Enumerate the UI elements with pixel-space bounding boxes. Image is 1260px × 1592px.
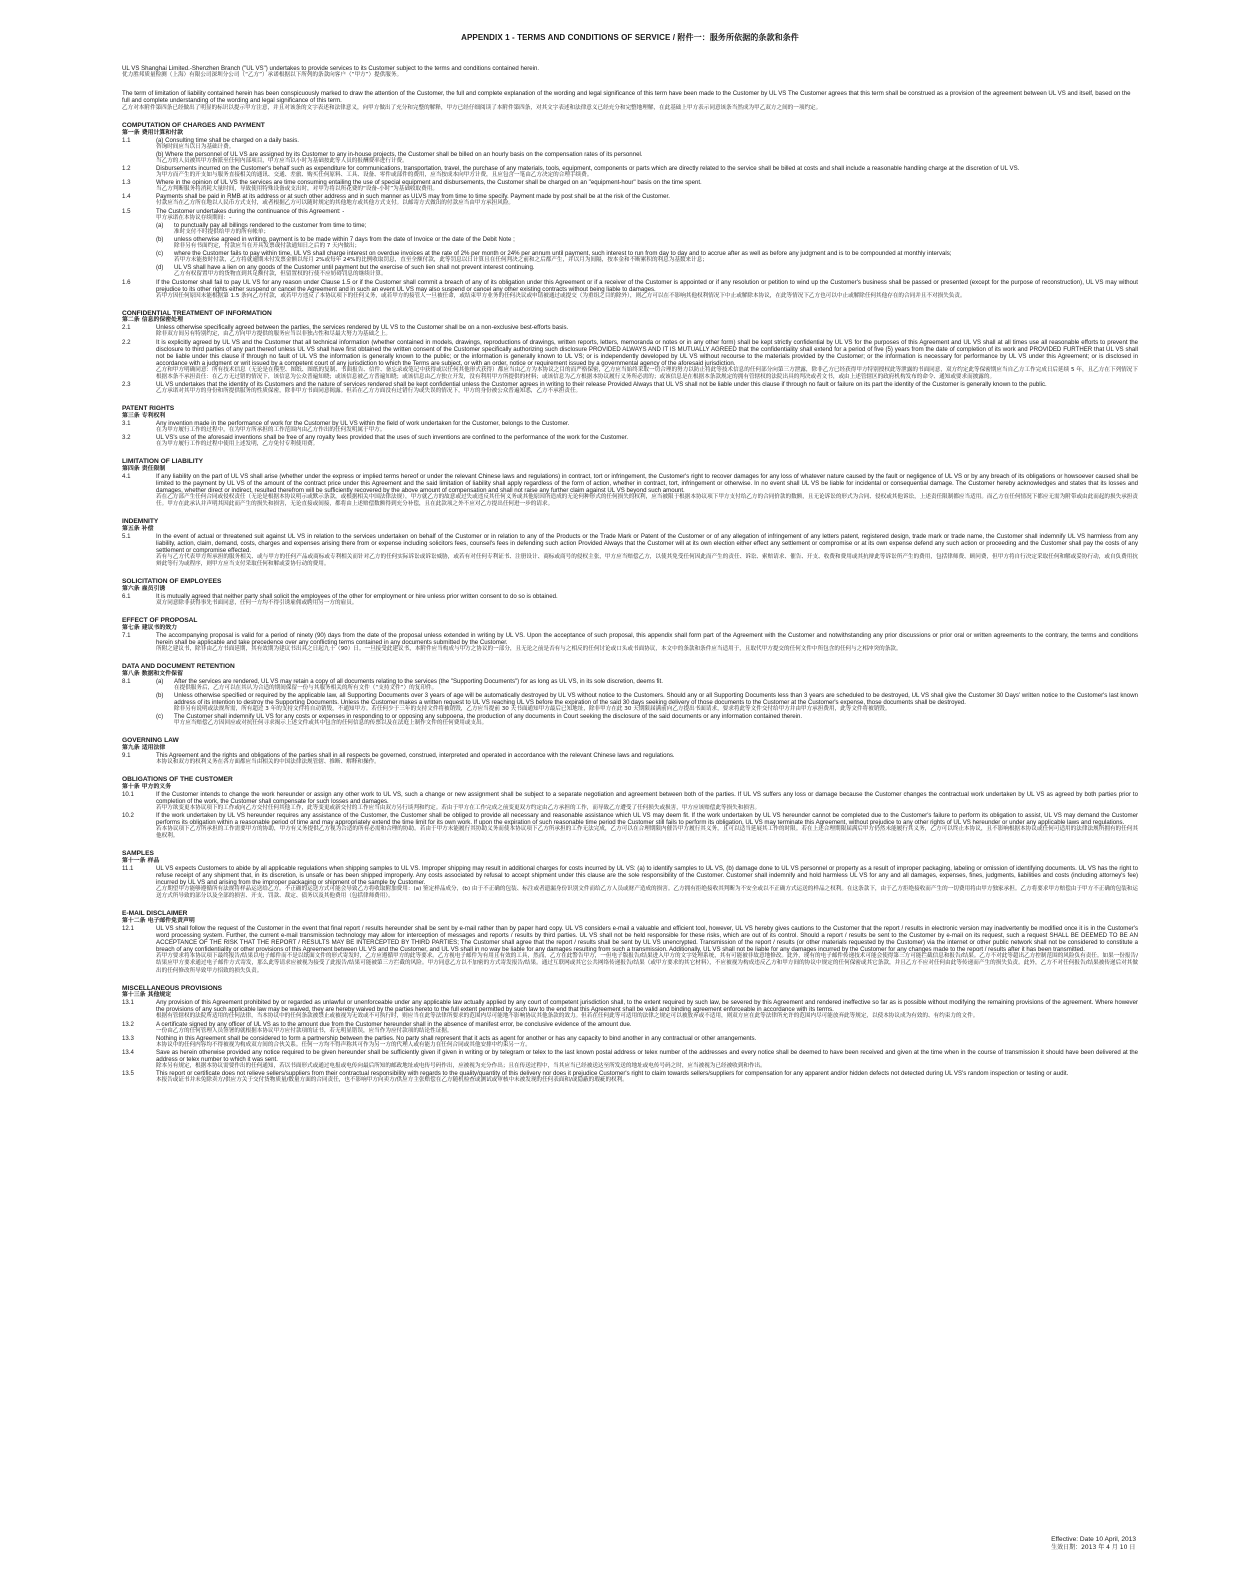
clause-text-en: UL VS's use of the aforesaid inventions shall be free of any royalty fees provided that the uses of such inventions are confined to the performance of the work for the Customer.	[156, 434, 629, 442]
document-title: APPENDIX 1 - TERMS AND CONDITIONS OF SERVICE / 附件一：服务所依据的条款和条件	[461, 33, 799, 42]
clause-number: 11.1	[122, 864, 134, 872]
clause-text-cn: 若在乙方部产生任何合同或侵权责任（无论是根据本协议明示或默示条款，或根据相关中国法律法规），甲方就乙方的故意或过失或违反其任何义务或其他原因所造成的无论何种形式的任何损失的权利，应当被限于根据本协议项下甲方支付给乙方的合同价款的数额，且无论诉讼的形式为合同、侵权或其他诉讼，上述责任限制都应当适用。而乙方在任何情况下都应无需为附带或由此而起的损失承担责任。甲方在此承认并声明其因此而产生的损失和损害，无论直接或间接，都将由上述赔偿数额得到充分补偿，且在此款项之外不应对乙方提出任何进一步的请求。	[156, 494, 1138, 508]
section-heading-cn: 第九条 适用法律	[122, 744, 166, 751]
clause-number: 1.6	[122, 278, 131, 286]
clause-number: 13.4	[122, 1048, 134, 1056]
clause	[122, 1049, 1138, 1070]
clause-text-en: Disbursements incurred on the Customer's behalf such as expenditure for communications, transportation, travel, the purchase of any materials, tools, equipment, components or parts which are directly related to the service shall be billed at costs and shall include a reasonable handling charge at the discretion of UL VS.	[156, 165, 1020, 172]
clause-text-cn: 若有与乙方代表甲方所承担的服务相关、或与甲方的任何产品或商标或专利相关而针对乙方的任何实际诉讼或诉讼威胁，或若有对任何专利证书、注册设计、商标或商号的侵权主张，甲方应当赔偿乙方，以使其免受任何因此而产生的责任、诉讼、索赔请求、催告、开支、收费和费用或其抗辩此等诉讼所产生的费用，包括律师费、顾问费，但甲方将自行决定采取任何和解或妥协行动，或自负费用抗辩此等行为或程序，则甲方应当支付采取任何和解或妥协行动的费用。	[156, 554, 1138, 568]
clause	[122, 533, 1138, 568]
sub-clause-body	[174, 264, 1138, 278]
section-heading: MISCELLANEOUS PROVISIONS	[122, 984, 223, 992]
clause-text-cn: 在为甲方履行工作的过程中，在为甲方所承担的工作范围内由乙方作出的任何发明属于甲方。	[156, 427, 386, 433]
clause-body	[156, 208, 1138, 279]
section-heading-cn: 第二条 信息的保密处理	[122, 317, 183, 324]
clause-number: 12.1	[122, 925, 134, 932]
clause-text-cn: 为甲方而产生的开支如与服务直接相关的通讯、交通、差旅、购买任何原料、工具、设备、零件或部件的费用，应当按成本向甲方计费，且应包含一笔由乙方决定的合理手续费。	[156, 172, 593, 179]
sub-clause-label: (c)	[156, 250, 164, 258]
clause-number: 13.2	[122, 1020, 134, 1028]
clause-text-cn: 若本协议项下乙方所承担的工作需要甲方的协助，甲方有义务提供乙方视为合适的所有必需和合理的协助。若由于甲方未能履行其协助义务而使本协议项下乙方所承担的工作无法完成，乙方可以在合理期限内催告甲方履行其义务，且可以适当延展其工作的时限。若在上述合理期限届满后甲方仍然未能履行其义务，乙方可以终止本协议，且不影响根据本协议或任何可适用的法律法规所拥有的任何其他权利。	[156, 826, 1138, 840]
clause-text-en: If the Customer shall fail to pay UL VS for any reason under Clause 1.5 or if the Customer shall commit a breach of any of its obligation under this Agreement or if a receiver of the Customer is appointed or if any resolution or petition to wind up the Customer's business shall be passed or presented (except for the purpose of reconstruction), UL VS may without prejudice to its other rights either suspend or cancel the Agreement and in such an event UL VS may also suspend or cancel any other existing contracts without being liable to damages.	[156, 278, 1138, 293]
intro	[122, 65, 1138, 112]
section-heading-cn: 第三条 专利权利	[122, 412, 166, 419]
clause-text-cn: 乙方和甲方明确同意：所有技术信息（无论是在模型、图纸、图纸的复制、书面报告、信件、备忘录或笔记中获得或以任何其他形式获得）都应当由乙方为本协议之目的而严格保密，乙方应当始终采取一切合理的努力以防止将此等技术信息的任何部分向第三方泄露，除非乙方已经获得甲方特别授权此等泄露的书面同意，双方约定此等保密期应当自乙方工作完成日后延续 5 年，且乙方在下列情况下根据本条不承担责任：在乙方无过错的情况下，该信息为公众普遍知晓；或该信息被乙方普遍知晓；或该信息由乙方独立开发，没有利用甲方所提供的材料；或该信息为乙方根据本协议履行义务所必需的；或该信息是在根据本条款规定的拥有管辖权的法院出具的判决或者文书，或由上述管辖区的政府机构发布的命令、通知或要求而披露的。	[156, 366, 1138, 381]
section-heading: DATA AND DOCUMENT RETENTION	[122, 663, 235, 671]
section-heading-cn: 第十三条 其他规定	[122, 992, 172, 999]
clause-body	[156, 473, 1138, 508]
clause-number: 2.2	[122, 338, 131, 346]
sub-clause-text-cn: 准时支付不时提供给甲方的所有帐单；	[174, 228, 270, 235]
clause	[122, 434, 1138, 448]
section	[122, 578, 1138, 607]
sub-clause-text-en: (a) Consulting time shall be charged on a daily basis.	[156, 136, 299, 144]
section-heading-cn: 第七条 建议书的效力	[122, 624, 178, 631]
clause-number: 1.5	[122, 207, 131, 215]
clause	[122, 339, 1138, 382]
clause-text-cn: 本协议中的任何内容均不得被视为构成双方间的合伙关系。任何一方均不得声称其可作为另一方的代理人或有能力在任何合同或其他安排中约束另一方。	[156, 1041, 531, 1048]
sub-clause	[156, 692, 1138, 713]
clause-text-cn: 乙方期望甲方能够遵循所有法规将样品运送给乙方。不正确的运送方式可能会导致乙方将收取附加费用：(a) 鉴定样品成分，(b) 由于不正确的包装、标注或者遗漏身份识别文件而给乙方人员或财产造成的损害。乙方拥有拒绝接收其判断为不安全或以不正确方式运送的样品之权利。在这条款下，由于乙方拒绝接收而产生的一切费用将由甲方独家承担。乙方将要求甲方赔偿由于甲方不正确的包装和运送方式所导致的部分以及全部的损害、开支、罚款、裁定、债务以及其他费用（包括律师费用）。	[156, 886, 1138, 900]
clause-text-en: A certificate signed by any officer of UL VS as to the amount due from the Customer hereunder shall in the absence of manifest error, be conclusive evidence of the amount due.	[156, 1020, 632, 1028]
section	[122, 310, 1138, 396]
clause	[122, 473, 1138, 508]
sub-clause-text-cn: 除非另有说明或法规所需，所有超过 3 年的支持文件将自动销毁，不通知甲方。若任何少于三年的支持文件将被销毁，乙方应当提前 30 天书面通知甲方最后已知地址，除非甲方在此 30 天期限届满前向乙方提出书面请求，要求将此等文件交付给甲方并由甲方承担费用，此等文件将被销毁。	[174, 706, 891, 713]
section	[122, 122, 1138, 300]
sub-clause-text-cn: 除非另有书面约定，付款应当在开具发票或付款通知日之后的 7 天内做出；	[174, 243, 361, 250]
section	[122, 910, 1138, 974]
clause-number: 1.4	[122, 193, 131, 201]
clause-text-en: It is explicitly agreed by UL VS and the Customer that all technical information (whether contained in models, drawings, reproductions of drawings, written reports, letters, memoranda or notes or in any other form) shall be kept strictly confidential by UL VS for the purposes of this Agreement and UL VS shall at all times use all reasonable efforts to prevent the disclosure to third parties of any part thereof unless UL VS shall have first obtained the written consent of the Customer specifically authorizing such disclosure PROVIDED ALWAYS AND IT IS MUTUALLY AGREED that the confidentiality shall extend for a period of five (5) years from the date of completion of its work and PROVIDED FURTHER that UL VS shall not be liable under this clause if through no fault of UL VS the information is generally known to the public; or the information is generally known to UL VS; or is independently developed by UL VS without recourse to the materials provided by the Customer; or the information is necessary for performance by UL VS under this Agreement; or is disclosed in accordance with a judgment or writ issued by a competent court of any jurisdiction to which the Terms are subject, or with an order, notice or requirement issued by a governmental agency of the aforesaid jurisdiction.	[156, 338, 1138, 367]
section	[122, 405, 1138, 448]
clause-text-cn: 双方同意除非获得事先书面同意，任何一方均不得引诱雇佣或聘用另一方的雇员。	[156, 600, 358, 607]
clause	[122, 632, 1138, 653]
section-heading-cn: 第十一条 样品	[122, 857, 160, 864]
sections-container	[122, 122, 1138, 1084]
clause	[122, 812, 1138, 840]
clause-text-en: Any invention made in the performance of work for the Customer by UL VS within the field of work undertaken for the Customer, belongs to the Customer.	[156, 419, 570, 427]
intro-paragraph-cn: 优力胜邦质量检测（上海）有限公司深圳分公司（“乙方”）承诺根据以下所列的条款向客户（“甲方”）提供服务。	[122, 72, 403, 79]
clause-number: 4.1	[122, 472, 131, 480]
clause	[122, 999, 1138, 1020]
section-heading-cn: 第十二条 电子邮件免责声明	[122, 918, 195, 924]
clause-number: 2.1	[122, 324, 131, 332]
section-heading: E-MAIL DISCLAIMER	[122, 910, 188, 918]
clause-text-cn: 若甲方要求将本协议项下最终报告/结果以电子邮件而不是以纸面文件的形式寄发时，乙方应遵循甲方的此等要求。乙方视电子邮件为有用且有效的工具，然而，乙方在此警告甲方，一但电子版报告/结果进入甲方的文字处理系统，其有可能被非故意地修改。此外，现有的电子邮件传递技术可能会使得第三方可能拦截信息和报告/结果。乙方不对此等超出乙方控制范围的风险负有责任。如果一份报告/结果应甲方要求通过电子邮件方式寄发，那么此等请求应被视为接受了此报告/结果可能被第三方拦截的风险。甲方同意乙方以不加密的方式寄发报告/结果。通过互联网或其它公共网络传递报告/结果（或甲方要求的其它材料），不应被视为构成违反乙方和甲方间的协议中规定的任何保密或其它条款，并且乙方不应对任何由此等传递而产生的损失负责。此外，乙方不对任何报告/结果被传递后对其做出的任何修改所导致甲方招致的损失负责。	[156, 953, 1138, 974]
section-heading: SAMPLES	[122, 850, 154, 858]
section	[122, 737, 1138, 766]
sub-clause-body	[174, 692, 1138, 713]
sub-clause-label: (c)	[156, 713, 164, 721]
clause-text-en: In the event of actual or threatened suit against UL VS in relation to the services undertaken on behalf of the Customer or in relation to any of the Products or the Trade Mark or Patent of the Customer or of any allegation of infringement of any letters patent, registered design, trade mark or trade name, the Customer shall indemnify UL VS harmless from any liability, action, claim, demand, costs, charges and expenses arising there from or expense including solicitors fees, counsel's fees in defending such action Provided Always that the Customer will at its own election either effect any settlement or compromise or at its own expense defend any such action or proceeding and the Customer shall pay the costs of any settlement or compromise effected.	[156, 532, 1138, 555]
clause-number: 7.1	[122, 631, 131, 639]
clause-body	[156, 533, 1138, 568]
effective-date-en: Effective: Date 10 April, 2013	[1051, 1536, 1136, 1543]
clause	[122, 1035, 1138, 1049]
clause-text-cn: 一份由乙方的任何管理人员签署的就根据本协议甲方应付款项的证书，若无明显错误，应当作为应付款项的结论性证据。	[156, 1027, 453, 1034]
sub-clause-text-en: to punctually pay all billings rendered to the customer from time to time;	[174, 221, 367, 229]
section-heading: GOVERNING LAW	[122, 737, 179, 745]
section	[122, 617, 1138, 653]
clause-body	[156, 632, 1138, 653]
clause	[122, 165, 1138, 179]
clause-body	[156, 593, 1138, 607]
clause-text-en: It is mutually agreed that neither party shall solicit the employees of the other for employment or hire unless prior written consent to do so is obtained.	[156, 593, 558, 600]
clause	[122, 179, 1138, 193]
clause-text-en: UL VS shall follow the request of the Customer in the event that final report / results hereunder shall be sent by e-mail rather than by paper hard copy. UL VS considers e-mail a valuable and efficient tool, however, UL VS hereby gives cautions to the Customer that the report / results in electronic version may inadvertently be modified once it is in the Customer's word processing system. Further, the current e-mail transmission technology may allow for interception of messages and reports / results by third parties. UL VS shall not be held responsible for these risks, which are out of its control. Should a report / results be sent to the Customer by e-mail on its request, such a request SHALL BE DEEMED TO BE AN ACCEPTANCE OF THE RISK THAT THE REPORT / RESULTS MAY BE INTERCEPTED BY THIRD PARTIES; The Customer shall agree that the report / results shall be sent by UL VS unencrypted. Transmission of the report / results (or other materials requested by the Customer) via the internet or other public network shall not be considered to constitute a breach of any confidentiality or other provisions of this Agreement between UL VS and the Customer, and UL VS shall in no way be liable for any damages resulting from such a transmission. Additionally, UL VS shall not be liable for any damages incurred by the Customer for any changes made to the report / results after it has been transmitted.	[156, 925, 1138, 954]
clause-body	[156, 165, 1138, 179]
clause	[122, 865, 1138, 900]
clause-number: 13.5	[122, 1070, 134, 1078]
clause	[122, 678, 1138, 728]
clause-text-cn: 根据有管辖权的法院所适用的任何法律，当本协议中的任何条款被禁止或被视为无效或不可执行时，则应当在此等法律所要求的范围内尽可能地不影响协议其他条款的效力。但若在任何此等可适用的法律之规定可以被放弃或不适用，则双方应在此等法律所允许的范围内尽可能放弃此等规定，以使本协议成为有效的、有约束力的文件。	[156, 1013, 979, 1020]
section	[122, 663, 1138, 727]
clause-body	[156, 179, 1138, 193]
sub-clause-label: (a)	[156, 677, 164, 685]
clause-text-en: Nothing in this Agreement shall be considered to form a partnership between the parties. No party shall represent that it acts as agent for another or has any capacity to bind another in any contractual or other arrangements.	[156, 1034, 757, 1042]
section-heading: EFFECT OF PROPOSAL	[122, 617, 198, 625]
clause-text-cn: 除非双方间另有特别约定，由乙方向甲方提供的服务应当以非独占性和尽最大努力为基础之上。	[156, 331, 391, 338]
clause-text-en: If the Customer intends to change the work hereunder or assign any other work to UL VS, such a change or new assignment shall be subject to a separate negotiation and agreement between both of the parties. If UL VS suffers any loss or damage because the Customer changes the contractual work undertaken by UL VS as agreed by both parties prior to completion of the work, the Customer shall compensate for such losses and damages.	[156, 790, 1138, 805]
section	[122, 458, 1138, 508]
clause-text-cn: 本协议和双方的权利义务在各方面都应当由相关的中国法律法规管辖、推断、解释和操作。	[156, 759, 380, 765]
clause-body	[156, 1070, 1138, 1084]
clause-text-cn: 若甲方欲变更本协议项下的工作或向乙方交付任何其他工作，此等变更或新交付的工作应当由双方另行谈判和约定。若由于甲方在工作完成之前变更双方约定由乙方承担的工作，而导致乙方遭受了任何损失或损害，甲方应该赔偿此等损失和损害。	[156, 804, 761, 811]
sub-clause-text-cn: 当乙方的人员被其甲方指派至任何内部项目，甲方应当以小时为基础按此等人员的报酬费率进行计费。	[156, 157, 408, 164]
clause-number: 1.2	[122, 165, 131, 172]
clause-text-en: Where in the opinion of UL VS the services are time consuming entailing the use of special equipment and disbursements, the Customer shall be charged on an "equipment-hour" basis on the time spent.	[156, 179, 702, 187]
clause-text-en: Unless otherwise specifically agreed between the parties, the services rendered by UL VS to the Customer shall be on a non-exclusive best-efforts basis.	[156, 324, 569, 332]
sub-clause-label: (b)	[156, 235, 164, 243]
sub-clause-text-en: (b) Where the personnel of UL VS are assigned by its Customer to any in-house projects, the Customer shall be billed on an hourly basis on the compensation rates of its personnel.	[156, 150, 643, 158]
sub-clause-text-en: where the Customer fails to pay within time, UL VS shall charge interest on overdue invoices at the rate of 2% per month or 24% per annum until payment, such interest to run from day to day and to accrue after as well as before any judgment and is to be compounded at monthly intervals;	[174, 250, 952, 258]
section-heading-cn: 第四条 责任限制	[122, 465, 166, 472]
clause	[122, 593, 1138, 607]
clause-text-cn: 本报告或证书并未免除卖方/供应方关于交付货物质量/数量方面的合同责任，也不影响甲方向卖方/供应方主张赔偿在乙方随机检查或测试或审核中未被发现的任何表面和/或隐蔽的瑕疵的权利。	[156, 1077, 628, 1084]
clause-number: 3.2	[122, 434, 131, 442]
clause	[122, 381, 1138, 395]
sub-clause-body	[174, 678, 1138, 692]
section-heading-cn: 第六条 雇员引诱	[122, 586, 166, 592]
sub-clause-body	[174, 236, 1138, 250]
sub-clause-text-en: Unless otherwise specified or required by the applicable law, all Supporting Documents over 3 years of age will be automatically destroyed by UL VS without notice to the Customers. Should any or all Supporting Documents less than 3 years are scheduled to be destroyed, UL VS shall give the Customer 30 Days' written notice to the Customer's last known address of its intention to destroy the Supporting Documents. Unless the Customer makes a written request to UL VS reaching UL VS before the expiration of the said 30 days seeking delivery of those documents to the Customer at the Customer's expense, those documents shall be destroyed.	[174, 691, 1138, 706]
clause-body	[156, 193, 1138, 207]
clause-number: 6.1	[122, 593, 131, 600]
clause-body	[156, 434, 1138, 448]
sub-clause-text-cn: 在提供服务后，乙方可以在其认为合适的期间保留一份与其服务相关的所有文件（“支持文件”）的复印件。	[174, 684, 438, 691]
clause-number: 13.3	[122, 1034, 134, 1042]
clause-number: 10.1	[122, 790, 134, 798]
clause	[122, 193, 1138, 207]
clause-body	[156, 791, 1138, 812]
clause-text-cn: 在为甲方履行工作的过程中使用上述发明，乙方免付专利使用费。	[156, 441, 319, 448]
clause-body	[156, 339, 1138, 382]
clause-body	[156, 752, 1138, 766]
clause-text-en: Payments shall be paid in RMB at its address or at such other address and in such manner as ULVS may from time to time specify. Payment made by post shall be at the risk of the Customer.	[156, 193, 670, 201]
section	[122, 850, 1138, 900]
clause-text-cn: 甲方承诺在本协议存续期间：–	[156, 214, 232, 221]
sub-clause	[156, 713, 1138, 727]
sub-clause-label: (a)	[156, 221, 164, 229]
clause-text-en: Save as herein otherwise provided any notice required to be given hereunder shall be sufficiently given if given in writing or by telegram or telex to the last known postal address or telex number of the addresses and every notice shall be deemed to have been received and given at the time when in the course of transmission it should have been delivered at the address or telex number to which it was sent.	[156, 1048, 1138, 1063]
clause	[122, 208, 1138, 279]
section	[122, 518, 1138, 568]
clause-number: 5.1	[122, 532, 131, 540]
sub-clause-text-cn: 若甲方未能按时付款，乙方将就逾期未付发票金额以每月 2%或每年 24%的比例收取罚息，直至全额付款，此等罚息以日计算且在任何判决之前和之后都产生，并以月为间隔，按本金和不断累积的利息为基数来计息；	[174, 257, 708, 264]
clause-body	[156, 420, 1138, 434]
section-heading-cn: 第五条 补偿	[122, 525, 154, 532]
clause-body	[156, 865, 1138, 900]
section-heading-cn: 第一条 费用计算和付款	[122, 129, 183, 136]
clause-body	[156, 324, 1138, 338]
clause-body	[156, 137, 1138, 165]
clause-body	[156, 1049, 1138, 1070]
sub-clause-text-en: UL VS shall have a lien on any goods of the Customer until payment but the exercise of such lien shall not prevent interest continuing.	[174, 264, 535, 272]
clause-body	[156, 925, 1138, 975]
clause-number: 1.3	[122, 179, 131, 187]
section-heading: CONFIDENTIAL TREATMENT OF INFORMATION	[122, 309, 272, 317]
clause-number: 13.1	[122, 999, 134, 1007]
sub-clause	[156, 222, 1138, 236]
clause-text-en: UL VS undertakes that the identity of its Customers and the nature of services rendered shall be kept confidential unless the Customer agrees in writing to their release Provided Always that UL VS shall not be liable under this clause if through no fault or failure on its part the identity of the Customer is generally known to the public.	[156, 381, 1047, 389]
clause	[122, 1070, 1138, 1084]
section	[122, 776, 1138, 840]
clause-number: 3.1	[122, 419, 131, 427]
clause	[122, 1021, 1138, 1035]
clause	[122, 752, 1138, 766]
sub-clause-label: (b)	[156, 691, 164, 699]
sub-clause-text-en: After the services are rendered, UL VS may retain a copy of all documents relating to the services (the "Supporting Documents") for as long as UL VS, in its sole discretion, deems fit.	[174, 677, 663, 685]
section-heading: OBLIGATIONS OF THE CUSTOMER	[122, 776, 233, 784]
sub-clause-label: (d)	[156, 264, 164, 272]
sub-clause	[156, 236, 1138, 250]
section-heading-cn: 第十条 甲方的义务	[122, 783, 172, 790]
liability-notice-cn: 乙方对本附件第四条已经做出了明显的标识以提示甲方注意，并且对该条的文字表述和法律意义，向甲方做出了充分和完整的解释，甲方已经仔细阅读了本附件第四条，对其文字表述和法律意义已经充分和完整地理解，在此基础上甲方表示同意该条当然成为甲乙双方之间的一项约定。	[122, 104, 822, 111]
clause-body	[156, 279, 1138, 300]
clause-text-en: The Customer undertakes during the continuance of this Agreement: -	[156, 207, 345, 215]
clause-text-en: Any provision of this Agreement prohibited by or regarded as unlawful or unenforceable under any applicable law actually applied by any court of competent jurisdiction shall, to the extent required by such law, be severed by this Agreement and rendered ineffective so far as is possible without modifying the remaining provisions of the agreement. Where however the provisions of any such applicable law may be waived, they are hereby waived by the parties hereto to the full extent permitted by such law to the end that this Agreement shall be valid and binding agreement enforceable in accordance with its terms.	[156, 999, 1138, 1014]
clause-text-en: This report or certificate does not relieve sellers/suppliers from their contractual responsibility with regards to the quality/quantity of this delivery nor does it prejudice Customer's right to claim towards sellers/suppliers for compensation for any apparent and/or hidden defects not detected during UL VS's random inspection or testing or audit.	[156, 1070, 1069, 1078]
clause-text-en: If the work undertaken by UL VS hereunder requires any assistance of the Customer, the Customer shall be obliged to provide all necessary and reasonable assistance which UL VS may deem fit. If the work undertaken by UL VS hereunder cannot be completed due to the Customer's failure to perform its obligation to assist, UL VS may demand the Customer performs its obligation within a reasonable period of time and may appropriately extend the time limit for its own work. If upon the expiration of such reasonable time period the Customer still fails to perform its obligation, UL VS may terminate this Agreement, without prejudice to any other rights of UL VS hereunder or under any applicable laws and regulations.	[156, 811, 1138, 827]
sub-clause-text-en: unless otherwise agreed in writing, payment is to be made within 7 days from the date of Invoice or the date of the Debit Note ;	[174, 235, 515, 243]
sub-clause-text-cn: 乙方有权留置甲方的货物直到其足额付款，但留置权的行使不应妨碍罚息的继续计算。	[174, 271, 387, 278]
clause	[122, 791, 1138, 812]
clause-number: 10.2	[122, 811, 134, 819]
effective-date-cn: 生效日期：2013 年 4 月 10 日	[1051, 1544, 1136, 1552]
section-heading: PATENT RIGHTS	[122, 405, 175, 413]
clause-body	[156, 1035, 1138, 1049]
clause-text-cn: 除本另有规定，根据本协议需要作出的任何通知，若以书面形式或通过电报或电传向最后所知的邮政地址或电传号码作出，应被视为充分作出；且在传送过程中，当其应当已经被送达至所发送的地址或电传号码之时，应当被视为已经被收到和作出。	[156, 1063, 766, 1070]
sub-clause-text-cn: 咨询时间应当以日为基础计费。	[156, 143, 235, 150]
clause-number: 1.1	[122, 136, 131, 144]
clause-text-cn: 付款应当在乙方所在地以人民币方式支付，或者根据乙方可以随时规定的其他地方或其他方式支付。以邮寄方式做出的付款应当由甲方承担风险。	[156, 200, 515, 207]
clause	[122, 420, 1138, 434]
clause-body	[156, 1021, 1138, 1035]
section-heading: COMPUTATION OF CHARGES AND PAYMENT	[122, 122, 265, 130]
clause	[122, 925, 1138, 975]
clause-text-cn: 所附之建议书，除非由乙方书面延期，其有效期为建议书出具之日起九十（90）日。一旦接受此建议书，本附件应当构成与甲方之协议的一部分，且无论之前是否有与之相反的任何讨论或口头或书面协议，本文中的条款和条件应当适用于，且取代甲方提交的任何文件中所包含的任何与之相冲突的条款。	[156, 645, 902, 652]
clause-number: 9.1	[122, 751, 131, 759]
clause-body	[156, 381, 1138, 395]
clause-text-en: UL VS expects Customers to abide by all applicable regulations when shipping samples to UL VS. Improper shipping may result in additional charges for costs incurred by UL VS: (a) to identify samples to UL VS, (b) damage done to UL VS personnel or property as a result of improper packaging, labeling or omission of identifying documents. UL VS has the right to refuse receipt of any shipment that, in its discretion, is unsafe or has been shipped improperly. Any costs associated by refusal to accept shipment under this clause are the sole responsibility of the Customer. Customer shall indemnify and hold harmless UL VS for any and all damages, expenses, fines, judgments, liabilities and costs (including attorney's fee) incurred by UL VS and arising from the improper packaging or shipment of the sample by Customer.	[156, 864, 1138, 887]
clause	[122, 137, 1138, 165]
sub-clause-body	[174, 250, 1138, 264]
section-heading: INDEMNITY	[122, 518, 159, 526]
clause-text-en: The accompanying proposal is valid for a period of ninety (90) days from the date of the proposal unless extended in writing by UL VS. Upon the acceptance of such proposal, this appendix shall form part of the Agreement with the Customer and notwithstanding any prior discussions or prior oral or written agreements to the contrary, the terms and conditions herein shall be applicable and take precedence over any conflicting terms contained in any documents submitted by the Customer.	[156, 631, 1138, 646]
intro-paragraph-en: UL VS Shanghai Limited.-Shenzhen Branch ("UL VS") undertakes to provide services to its Customer subject to the terms and conditions contained herein.	[122, 65, 540, 72]
clause-number: 8.1	[122, 677, 131, 685]
clause-text-cn: 若甲方因任何原因未能根据第 1.5 条向乙方付款，或若甲方违反了本协议项下的任何义务，或若甲方的接管人一旦被任命，或结束甲方业务的任何决议或申请被通过或提交（为重组之目的除外），则乙方可以在不影响其他权利情况下中止或解除本协议，在此等情况下乙方也可以中止或解除任何其他存在的合同并且不对损失负责。	[156, 292, 966, 299]
section-heading-cn: 第八条 数据和文件保留	[122, 670, 183, 677]
section-heading: LIMITATION OF LIABILITY	[122, 458, 204, 466]
clause-body	[156, 999, 1138, 1020]
sub-clause	[156, 264, 1138, 278]
sub-clause-body	[174, 713, 1138, 727]
clause-text-en: If any liability on the part of UL VS shall arise (whether under the express or implied terms hereof or under the relevant Chinese laws and regulations) in contract, tort or infringement, the Customer's right to recover damages for any loss of whatever nature caused by the fault or negligence of UL VS or by any breach of its obligations or howsoever caused shall be limited to the payment by UL VS of the amount of the contract price under this Agreement and the said limitation of liability shall apply regardless of the form of action, whether in contract, tort, infringement or otherwise. In no event shall UL VS be liable for incidental or consequential damage. The Customer hereby acknowledges and states that its losses and damages, whether direct or indirect, resulted therefrom will be sufficiently recovered by the above amount of compensation and shall not raise any further claim against UL VS beyond such amount.	[156, 472, 1138, 495]
sub-clause-text-cn: 甲方应当赔偿乙方因回应或对抗任何寻求揭示上述文件或其中包含的任何信息的传票以及在法庭上制作文件的任何费用或支出。	[174, 720, 488, 727]
sub-clause	[156, 250, 1138, 264]
clause	[122, 324, 1138, 338]
section-heading: SOLICITATION OF EMPLOYEES	[122, 578, 222, 586]
clause-text-en: This Agreement and the rights and obligations of the parties shall in all respects be governed, construed, interpreted and operated in accordance with the relevant Chinese laws and regulations.	[156, 751, 675, 759]
sub-clause	[156, 678, 1138, 692]
clause-body	[156, 678, 1138, 728]
clause-body	[156, 812, 1138, 840]
clause-number: 2.3	[122, 381, 131, 389]
clause-text-cn: 乙方承诺对其甲方的身份和所提供服务的性质保密，除非甲方书面同意揭露。但若在乙方方面没有过错行为或失误的情况下，甲方的身份被公众普遍知悉，乙方不承担责任。	[156, 388, 582, 395]
clause-text-cn: 当乙方判断服务将消耗大量时间，导致使用特殊设备或支出时，对甲方将以所花费的“设备-小时”为基础收取费用。	[156, 186, 438, 193]
clause	[122, 279, 1138, 300]
effective-date	[1051, 1536, 1136, 1553]
sub-clause-text-en: The Customer shall indemnify UL VS for any costs or expenses in responding to or opposing any subpoena, the production of any documents in Court seeking the disclosure of the said documents or any information contained therein.	[174, 713, 803, 721]
section	[122, 985, 1138, 1085]
sub-clause-body	[174, 222, 1138, 236]
liability-notice-en: The term of limitation of liability contained herein has been conspicuously marked to draw the attention of the Customer, the full and complete explanation of the wording and legal significance of this term have been made to the Customer by UL VS The Customer agrees that this term shall be construed as a provision of the agreement between UL VS and itself, based on the full and complete understanding of the wording and legal significance of this term.	[122, 89, 1131, 105]
